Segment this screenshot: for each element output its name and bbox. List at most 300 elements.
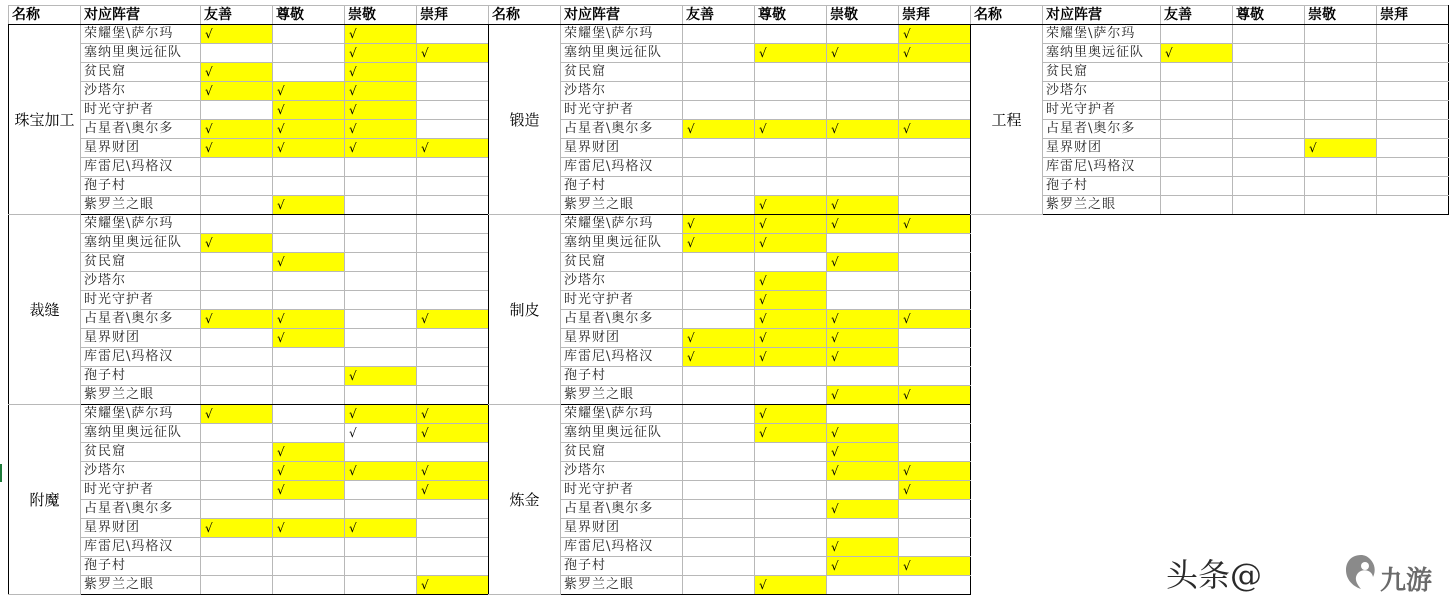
reputation-cell[interactable]	[899, 348, 971, 367]
reputation-cell[interactable]	[1305, 44, 1377, 63]
reputation-cell[interactable]	[755, 82, 827, 101]
reputation-cell[interactable]: √	[755, 272, 827, 291]
reputation-cell[interactable]	[683, 500, 755, 519]
reputation-cell[interactable]	[201, 462, 273, 481]
reputation-cell[interactable]: √	[755, 234, 827, 253]
faction-cell[interactable]: 时光守护者	[561, 291, 683, 310]
reputation-cell[interactable]	[273, 272, 345, 291]
reputation-cell[interactable]	[755, 557, 827, 576]
reputation-cell[interactable]: √	[273, 481, 345, 500]
reputation-cell[interactable]: √	[683, 234, 755, 253]
reputation-cell[interactable]	[1161, 120, 1233, 139]
reputation-cell[interactable]: √	[899, 44, 971, 63]
profession-name-cell[interactable]: 制皮	[489, 215, 561, 405]
reputation-cell[interactable]	[201, 291, 273, 310]
reputation-cell[interactable]	[1377, 120, 1449, 139]
reputation-cell[interactable]	[273, 25, 345, 44]
reputation-cell[interactable]	[417, 158, 489, 177]
faction-cell[interactable]: 贫民窟	[561, 63, 683, 82]
reputation-cell[interactable]	[1305, 101, 1377, 120]
reputation-cell[interactable]: √	[755, 348, 827, 367]
reputation-cell[interactable]	[755, 481, 827, 500]
reputation-cell[interactable]: √	[827, 538, 899, 557]
reputation-cell[interactable]: √	[755, 215, 827, 234]
reputation-cell[interactable]	[1305, 158, 1377, 177]
header-honored[interactable]: 尊敬	[273, 6, 345, 25]
reputation-cell[interactable]	[201, 386, 273, 405]
faction-cell[interactable]: 占星者\奥尔多	[81, 500, 201, 519]
reputation-cell[interactable]: √	[827, 424, 899, 443]
reputation-cell[interactable]	[1377, 177, 1449, 196]
reputation-cell[interactable]	[417, 253, 489, 272]
reputation-cell[interactable]	[1377, 82, 1449, 101]
faction-cell[interactable]: 占星者\奥尔多	[81, 120, 201, 139]
reputation-cell[interactable]	[755, 158, 827, 177]
faction-cell[interactable]: 荣耀堡\萨尔玛	[81, 405, 201, 424]
reputation-cell[interactable]	[899, 177, 971, 196]
reputation-cell[interactable]: √	[417, 462, 489, 481]
reputation-cell[interactable]	[899, 576, 971, 595]
reputation-cell[interactable]	[201, 272, 273, 291]
reputation-cell[interactable]	[827, 139, 899, 158]
faction-cell[interactable]: 时光守护者	[81, 101, 201, 120]
faction-cell[interactable]: 星界财团	[561, 329, 683, 348]
reputation-cell[interactable]: √	[417, 139, 489, 158]
faction-cell[interactable]: 库雷尼\玛格汉	[561, 538, 683, 557]
reputation-cell[interactable]: √	[273, 519, 345, 538]
faction-cell[interactable]: 孢子村	[81, 367, 201, 386]
reputation-cell[interactable]	[827, 158, 899, 177]
reputation-cell[interactable]	[417, 443, 489, 462]
faction-cell[interactable]: 塞纳里奥远征队	[561, 44, 683, 63]
reputation-cell[interactable]	[417, 101, 489, 120]
reputation-cell[interactable]	[417, 557, 489, 576]
faction-cell[interactable]: 沙塔尔	[1043, 82, 1161, 101]
reputation-cell[interactable]	[201, 481, 273, 500]
reputation-cell[interactable]: √	[827, 500, 899, 519]
reputation-cell[interactable]	[417, 215, 489, 234]
reputation-cell[interactable]	[1305, 25, 1377, 44]
reputation-cell[interactable]	[1305, 82, 1377, 101]
reputation-cell[interactable]	[273, 386, 345, 405]
reputation-cell[interactable]	[273, 63, 345, 82]
reputation-cell[interactable]	[201, 348, 273, 367]
reputation-cell[interactable]	[1233, 196, 1305, 215]
reputation-cell[interactable]: √	[683, 348, 755, 367]
reputation-cell[interactable]: √	[345, 424, 417, 443]
faction-cell[interactable]: 时光守护者	[81, 481, 201, 500]
reputation-cell[interactable]	[345, 538, 417, 557]
reputation-cell[interactable]	[417, 329, 489, 348]
reputation-cell[interactable]: √	[273, 462, 345, 481]
faction-cell[interactable]: 星界财团	[561, 519, 683, 538]
faction-cell[interactable]: 占星者\奥尔多	[1043, 120, 1161, 139]
reputation-cell[interactable]	[1161, 139, 1233, 158]
reputation-cell[interactable]	[417, 386, 489, 405]
reputation-cell[interactable]	[755, 386, 827, 405]
reputation-cell[interactable]: √	[827, 44, 899, 63]
reputation-cell[interactable]	[899, 63, 971, 82]
reputation-cell[interactable]: √	[683, 329, 755, 348]
reputation-cell[interactable]	[417, 63, 489, 82]
reputation-cell[interactable]: √	[755, 576, 827, 595]
reputation-cell[interactable]: √	[273, 120, 345, 139]
reputation-cell[interactable]	[417, 82, 489, 101]
header-exalted[interactable]: 崇拜	[417, 6, 489, 25]
reputation-cell[interactable]: √	[827, 462, 899, 481]
reputation-cell[interactable]: √	[417, 576, 489, 595]
reputation-cell[interactable]	[755, 253, 827, 272]
reputation-cell[interactable]: √	[827, 253, 899, 272]
reputation-cell[interactable]	[1377, 139, 1449, 158]
reputation-cell[interactable]: √	[827, 215, 899, 234]
reputation-cell[interactable]: √	[899, 557, 971, 576]
reputation-cell[interactable]	[899, 82, 971, 101]
faction-cell[interactable]: 占星者\奥尔多	[561, 310, 683, 329]
faction-cell[interactable]: 塞纳里奥远征队	[1043, 44, 1161, 63]
reputation-cell[interactable]	[1233, 25, 1305, 44]
reputation-cell[interactable]	[1161, 82, 1233, 101]
faction-cell[interactable]: 荣耀堡\萨尔玛	[81, 215, 201, 234]
reputation-cell[interactable]	[417, 25, 489, 44]
reputation-cell[interactable]	[899, 405, 971, 424]
header-faction[interactable]: 对应阵营	[81, 6, 201, 25]
reputation-cell[interactable]	[273, 158, 345, 177]
reputation-cell[interactable]	[201, 253, 273, 272]
reputation-cell[interactable]	[201, 329, 273, 348]
reputation-cell[interactable]	[683, 291, 755, 310]
faction-cell[interactable]: 星界财团	[81, 329, 201, 348]
reputation-cell[interactable]	[1233, 158, 1305, 177]
reputation-cell[interactable]	[201, 158, 273, 177]
reputation-cell[interactable]	[201, 424, 273, 443]
reputation-cell[interactable]	[899, 139, 971, 158]
reputation-cell[interactable]	[827, 367, 899, 386]
reputation-cell[interactable]	[201, 215, 273, 234]
faction-cell[interactable]: 库雷尼\玛格汉	[81, 158, 201, 177]
reputation-cell[interactable]: √	[755, 310, 827, 329]
reputation-cell[interactable]	[899, 538, 971, 557]
faction-cell[interactable]: 占星者\奥尔多	[561, 500, 683, 519]
reputation-cell[interactable]	[201, 367, 273, 386]
reputation-cell[interactable]	[899, 234, 971, 253]
reputation-cell[interactable]	[273, 538, 345, 557]
faction-cell[interactable]: 星界财团	[561, 139, 683, 158]
reputation-cell[interactable]	[417, 348, 489, 367]
faction-cell[interactable]: 孢子村	[561, 177, 683, 196]
reputation-cell[interactable]	[273, 405, 345, 424]
reputation-cell[interactable]	[1377, 196, 1449, 215]
reputation-cell[interactable]	[345, 177, 417, 196]
reputation-cell[interactable]	[899, 329, 971, 348]
faction-cell[interactable]: 沙塔尔	[81, 462, 201, 481]
reputation-cell[interactable]	[345, 443, 417, 462]
faction-cell[interactable]: 紫罗兰之眼	[81, 196, 201, 215]
reputation-cell[interactable]	[683, 44, 755, 63]
reputation-cell[interactable]	[1161, 158, 1233, 177]
faction-cell[interactable]: 占星者\奥尔多	[81, 310, 201, 329]
reputation-cell[interactable]: √	[827, 310, 899, 329]
reputation-cell[interactable]: √	[899, 215, 971, 234]
faction-cell[interactable]: 沙塔尔	[561, 462, 683, 481]
reputation-cell[interactable]	[1305, 196, 1377, 215]
reputation-cell[interactable]	[345, 329, 417, 348]
faction-cell[interactable]: 沙塔尔	[81, 82, 201, 101]
reputation-cell[interactable]	[1233, 101, 1305, 120]
reputation-cell[interactable]: √	[345, 25, 417, 44]
faction-cell[interactable]: 塞纳里奥远征队	[81, 44, 201, 63]
profession-name-cell[interactable]: 工程	[971, 25, 1043, 215]
reputation-cell[interactable]: √	[899, 120, 971, 139]
reputation-cell[interactable]	[201, 576, 273, 595]
reputation-cell[interactable]: √	[755, 291, 827, 310]
faction-cell[interactable]: 库雷尼\玛格汉	[561, 348, 683, 367]
faction-cell[interactable]: 孢子村	[561, 557, 683, 576]
reputation-cell[interactable]	[201, 557, 273, 576]
reputation-cell[interactable]	[683, 443, 755, 462]
faction-cell[interactable]: 时光守护者	[561, 101, 683, 120]
reputation-cell[interactable]	[1377, 44, 1449, 63]
reputation-cell[interactable]	[827, 82, 899, 101]
faction-cell[interactable]: 紫罗兰之眼	[561, 196, 683, 215]
header-faction[interactable]: 对应阵营	[561, 6, 683, 25]
reputation-cell[interactable]	[345, 348, 417, 367]
reputation-cell[interactable]	[273, 557, 345, 576]
reputation-cell[interactable]: √	[345, 462, 417, 481]
reputation-cell[interactable]	[1161, 177, 1233, 196]
reputation-cell[interactable]	[417, 196, 489, 215]
faction-cell[interactable]: 贫民窟	[81, 443, 201, 462]
header-exalted[interactable]: 崇拜	[1377, 6, 1449, 25]
faction-cell[interactable]: 贫民窟	[561, 253, 683, 272]
reputation-cell[interactable]	[755, 177, 827, 196]
faction-cell[interactable]: 时光守护者	[1043, 101, 1161, 120]
reputation-cell[interactable]: √	[755, 424, 827, 443]
faction-cell[interactable]: 孢子村	[1043, 177, 1161, 196]
reputation-cell[interactable]	[417, 291, 489, 310]
reputation-cell[interactable]	[345, 500, 417, 519]
reputation-cell[interactable]: √	[201, 519, 273, 538]
reputation-cell[interactable]	[683, 82, 755, 101]
reputation-cell[interactable]: √	[417, 44, 489, 63]
header-honored[interactable]: 尊敬	[1233, 6, 1305, 25]
reputation-cell[interactable]: √	[201, 405, 273, 424]
reputation-cell[interactable]	[683, 63, 755, 82]
reputation-cell[interactable]: √	[273, 82, 345, 101]
reputation-cell[interactable]: √	[755, 44, 827, 63]
reputation-cell[interactable]	[1377, 158, 1449, 177]
faction-cell[interactable]: 占星者\奥尔多	[561, 120, 683, 139]
reputation-cell[interactable]: √	[899, 481, 971, 500]
reputation-cell[interactable]	[755, 538, 827, 557]
reputation-cell[interactable]	[899, 500, 971, 519]
reputation-cell[interactable]: √	[899, 386, 971, 405]
reputation-cell[interactable]	[345, 272, 417, 291]
reputation-cell[interactable]	[1377, 63, 1449, 82]
faction-cell[interactable]: 星界财团	[1043, 139, 1161, 158]
faction-cell[interactable]: 库雷尼\玛格汉	[81, 348, 201, 367]
reputation-cell[interactable]: √	[345, 101, 417, 120]
reputation-cell[interactable]: √	[201, 82, 273, 101]
reputation-cell[interactable]: √	[273, 196, 345, 215]
reputation-cell[interactable]: √	[683, 120, 755, 139]
reputation-cell[interactable]	[683, 576, 755, 595]
reputation-cell[interactable]	[899, 253, 971, 272]
faction-cell[interactable]: 荣耀堡\萨尔玛	[561, 405, 683, 424]
reputation-cell[interactable]	[827, 291, 899, 310]
reputation-cell[interactable]	[683, 177, 755, 196]
reputation-cell[interactable]	[345, 196, 417, 215]
reputation-cell[interactable]	[827, 272, 899, 291]
header-revered[interactable]: 崇敬	[1305, 6, 1377, 25]
reputation-cell[interactable]	[827, 177, 899, 196]
faction-cell[interactable]: 贫民窟	[81, 253, 201, 272]
reputation-cell[interactable]	[1233, 82, 1305, 101]
faction-cell[interactable]: 塞纳里奥远征队	[81, 424, 201, 443]
reputation-cell[interactable]	[345, 215, 417, 234]
reputation-cell[interactable]	[899, 101, 971, 120]
reputation-cell[interactable]	[827, 101, 899, 120]
reputation-cell[interactable]	[827, 519, 899, 538]
faction-cell[interactable]: 孢子村	[81, 557, 201, 576]
reputation-cell[interactable]: √	[345, 367, 417, 386]
reputation-cell[interactable]	[899, 158, 971, 177]
reputation-cell[interactable]: √	[417, 424, 489, 443]
reputation-cell[interactable]	[827, 63, 899, 82]
reputation-cell[interactable]	[683, 101, 755, 120]
faction-cell[interactable]: 库雷尼\玛格汉	[561, 158, 683, 177]
faction-cell[interactable]: 孢子村	[561, 367, 683, 386]
reputation-cell[interactable]: √	[273, 443, 345, 462]
reputation-cell[interactable]	[683, 424, 755, 443]
reputation-cell[interactable]	[683, 25, 755, 44]
reputation-cell[interactable]	[683, 158, 755, 177]
reputation-cell[interactable]: √	[345, 139, 417, 158]
faction-cell[interactable]: 时光守护者	[81, 291, 201, 310]
reputation-cell[interactable]: √	[755, 196, 827, 215]
reputation-cell[interactable]	[899, 367, 971, 386]
reputation-cell[interactable]: √	[417, 310, 489, 329]
faction-cell[interactable]: 紫罗兰之眼	[561, 576, 683, 595]
reputation-cell[interactable]	[683, 386, 755, 405]
reputation-cell[interactable]: √	[899, 25, 971, 44]
reputation-cell[interactable]: √	[273, 253, 345, 272]
reputation-cell[interactable]: √	[273, 101, 345, 120]
reputation-cell[interactable]	[827, 25, 899, 44]
reputation-cell[interactable]	[345, 291, 417, 310]
reputation-cell[interactable]: √	[683, 215, 755, 234]
reputation-cell[interactable]	[1233, 44, 1305, 63]
faction-cell[interactable]: 时光守护者	[561, 481, 683, 500]
reputation-cell[interactable]	[273, 348, 345, 367]
profession-name-cell[interactable]: 裁缝	[9, 215, 81, 405]
reputation-cell[interactable]: √	[899, 462, 971, 481]
reputation-cell[interactable]	[417, 234, 489, 253]
faction-cell[interactable]: 紫罗兰之眼	[81, 386, 201, 405]
faction-cell[interactable]: 荣耀堡\萨尔玛	[81, 25, 201, 44]
faction-cell[interactable]: 星界财团	[81, 519, 201, 538]
reputation-cell[interactable]	[345, 253, 417, 272]
faction-cell[interactable]: 紫罗兰之眼	[561, 386, 683, 405]
reputation-cell[interactable]: √	[827, 120, 899, 139]
reputation-cell[interactable]	[417, 177, 489, 196]
reputation-cell[interactable]	[755, 462, 827, 481]
reputation-cell[interactable]	[683, 310, 755, 329]
reputation-cell[interactable]	[345, 481, 417, 500]
reputation-cell[interactable]	[899, 443, 971, 462]
reputation-cell[interactable]	[683, 196, 755, 215]
reputation-cell[interactable]	[1305, 120, 1377, 139]
reputation-cell[interactable]	[201, 101, 273, 120]
reputation-cell[interactable]: √	[827, 329, 899, 348]
reputation-cell[interactable]: √	[899, 310, 971, 329]
reputation-cell[interactable]	[899, 272, 971, 291]
reputation-cell[interactable]	[1233, 63, 1305, 82]
reputation-cell[interactable]: √	[345, 63, 417, 82]
reputation-cell[interactable]	[273, 215, 345, 234]
reputation-cell[interactable]	[683, 557, 755, 576]
header-faction[interactable]: 对应阵营	[1043, 6, 1161, 25]
faction-cell[interactable]: 孢子村	[81, 177, 201, 196]
faction-cell[interactable]: 沙塔尔	[561, 272, 683, 291]
reputation-cell[interactable]	[755, 25, 827, 44]
header-name[interactable]: 名称	[489, 6, 561, 25]
faction-cell[interactable]: 紫罗兰之眼	[1043, 196, 1161, 215]
reputation-cell[interactable]	[345, 234, 417, 253]
reputation-cell[interactable]	[201, 538, 273, 557]
reputation-cell[interactable]	[899, 291, 971, 310]
header-friendly[interactable]: 友善	[683, 6, 755, 25]
reputation-cell[interactable]: √	[1161, 44, 1233, 63]
reputation-cell[interactable]	[683, 272, 755, 291]
reputation-cell[interactable]: √	[345, 405, 417, 424]
reputation-cell[interactable]	[755, 500, 827, 519]
reputation-cell[interactable]: √	[201, 234, 273, 253]
reputation-cell[interactable]	[417, 519, 489, 538]
reputation-cell[interactable]	[1161, 63, 1233, 82]
reputation-cell[interactable]	[1161, 196, 1233, 215]
reputation-cell[interactable]	[827, 405, 899, 424]
reputation-cell[interactable]	[273, 500, 345, 519]
reputation-cell[interactable]	[755, 139, 827, 158]
header-name[interactable]: 名称	[971, 6, 1043, 25]
reputation-cell[interactable]: √	[1305, 139, 1377, 158]
reputation-cell[interactable]	[201, 44, 273, 63]
reputation-cell[interactable]: √	[201, 139, 273, 158]
reputation-cell[interactable]	[683, 367, 755, 386]
reputation-cell[interactable]	[273, 576, 345, 595]
reputation-cell[interactable]: √	[417, 481, 489, 500]
reputation-cell[interactable]: √	[827, 443, 899, 462]
faction-cell[interactable]: 库雷尼\玛格汉	[1043, 158, 1161, 177]
reputation-cell[interactable]	[683, 481, 755, 500]
reputation-cell[interactable]: √	[345, 120, 417, 139]
reputation-cell[interactable]	[827, 576, 899, 595]
reputation-cell[interactable]	[345, 310, 417, 329]
reputation-cell[interactable]	[201, 443, 273, 462]
reputation-cell[interactable]	[683, 405, 755, 424]
faction-cell[interactable]: 沙塔尔	[561, 82, 683, 101]
faction-cell[interactable]: 星界财团	[81, 139, 201, 158]
reputation-cell[interactable]: √	[273, 329, 345, 348]
header-revered[interactable]: 崇敬	[345, 6, 417, 25]
reputation-cell[interactable]: √	[345, 44, 417, 63]
reputation-cell[interactable]	[273, 44, 345, 63]
faction-cell[interactable]: 荣耀堡\萨尔玛	[561, 25, 683, 44]
reputation-cell[interactable]	[899, 196, 971, 215]
reputation-cell[interactable]: √	[755, 405, 827, 424]
profession-name-cell[interactable]: 锻造	[489, 25, 561, 215]
